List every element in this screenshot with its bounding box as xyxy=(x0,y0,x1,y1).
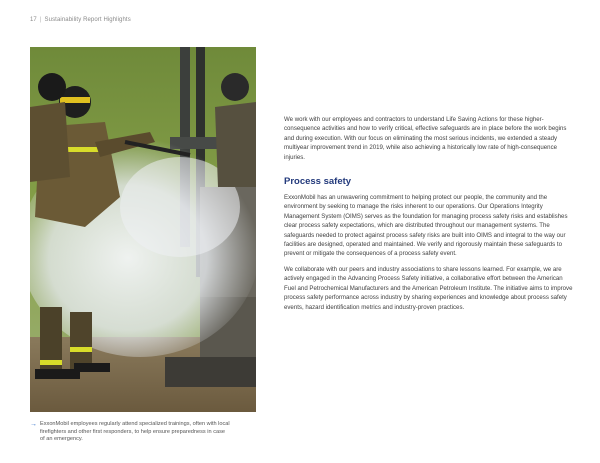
intro-paragraph: We work with our employees and contractors to understand Life Saving Actions for these higher-consequence activities and how to verify critical, effective safeguards are in place before the work begins and during execution. With our focus on eliminating the most serious incidents, we extended a steady multiyear improvement trend in 2019, while also achieving a historically low rate of high-consequence injuries. xyxy=(284,116,567,161)
section-heading: Process safety xyxy=(284,176,352,188)
body-column xyxy=(284,115,576,318)
header-separator: | xyxy=(39,17,42,23)
photo-caption xyxy=(30,421,230,444)
firefighters-photo xyxy=(30,47,256,412)
caption-text: ExxonMobil employees regularly attend specialized trainings, often with local firefighters and other first responders, to help ensure preparedness in case of an emergency. xyxy=(40,421,230,443)
report-title: Sustainability Report Highlights xyxy=(44,17,131,23)
page-number: 17 xyxy=(30,17,37,23)
arrow-right-icon: → xyxy=(30,421,37,428)
process-safety-paragraph-1: ExxonMobil has an unwavering commitment to helping protect our people, the community and the environment by seeking to manage the risks inherent to our operations. Our Operations Integrity Management System (OIMS) serves as the foundation for managing process safety risks and establishes clear process safety expectations, which are distributed throughout our management systems. The safeguards needed to protect against process safety risks are built into OIMS and integral to the way our facilities are designed, operated and maintained. We verify and rigorously maintain these safeguards to prevent or mitigate the consequences of a process safety event. xyxy=(284,194,568,258)
page-header xyxy=(30,17,131,23)
process-safety-paragraph-2: We collaborate with our peers and industry associations to share lessons learned. For example, we are actively engaged in the Advancing Process Safety initiative, a collaborative effort between the American Fuel and Petrochemical Manufacturers and the American Petroleum Institute. The initiative aims to improve process safety performance across industry by sharing experiences and knowledge about process safety events, hazard identification metrics and industry-proven practices. xyxy=(284,265,573,311)
